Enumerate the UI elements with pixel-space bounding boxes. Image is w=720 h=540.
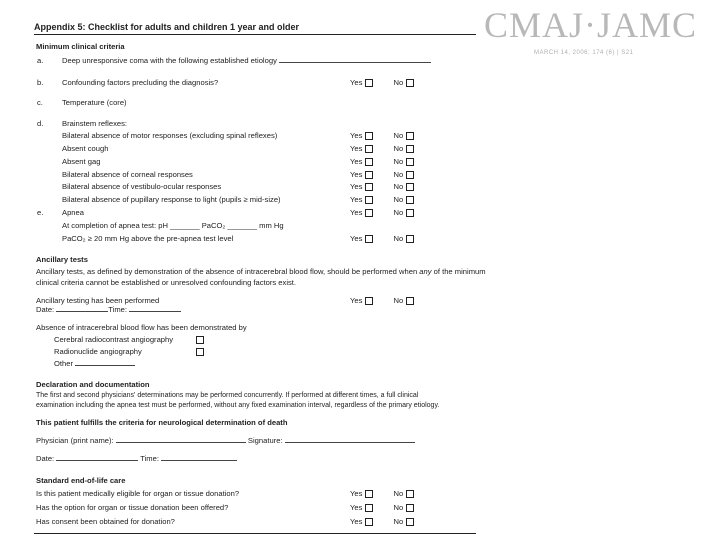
checkbox-no[interactable] bbox=[406, 183, 414, 191]
declaration-text-2: examination including the apnea test must be performed, without any fixed examination interval, regardless of the primary etiology. bbox=[36, 402, 440, 409]
reflex-cough-yes-no: Yes No bbox=[350, 144, 414, 153]
reflex-corneal: Bilateral absence of corneal responses bbox=[62, 170, 193, 179]
ancillary-text-2: clinical criteria cannot be established or unresolved confounding factors exist. bbox=[36, 278, 297, 287]
checkbox-no[interactable] bbox=[406, 79, 414, 87]
reflex-gag-yes-no: Yes No bbox=[350, 157, 414, 166]
eol-consent-yes-no: Yes No bbox=[350, 517, 414, 526]
minimum-criteria-heading: Minimum clinical criteria bbox=[36, 42, 125, 51]
physician-name-field[interactable] bbox=[116, 436, 246, 443]
checkbox-yes[interactable] bbox=[365, 490, 373, 498]
eol-offered-yes-no: Yes No bbox=[350, 503, 414, 512]
checkbox-no[interactable] bbox=[406, 297, 414, 305]
apnea-paco2-yes-no: Yes No bbox=[350, 234, 414, 243]
reflex-gag: Absent gag bbox=[62, 157, 101, 166]
checkbox-no[interactable] bbox=[406, 132, 414, 140]
checkbox-yes[interactable] bbox=[365, 171, 373, 179]
other-field[interactable] bbox=[75, 359, 135, 366]
checkbox-yes[interactable] bbox=[365, 145, 373, 153]
item-a-letter: a. bbox=[37, 56, 44, 65]
signature-field[interactable] bbox=[285, 436, 415, 443]
eol-eligible-yes-no: Yes No bbox=[350, 489, 414, 498]
declaration-date-time: Date: Time: bbox=[36, 454, 237, 463]
checkbox-yes[interactable] bbox=[365, 518, 373, 526]
eol-question-consent: Has consent been obtained for donation? bbox=[36, 517, 175, 526]
checkbox-yes[interactable] bbox=[365, 158, 373, 166]
checkbox-no[interactable] bbox=[406, 490, 414, 498]
page-title: Appendix 5: Checklist for adults and children 1 year and older bbox=[34, 22, 300, 32]
physician-line: Physician (print name): Signature: bbox=[36, 436, 415, 445]
declaration-time-field[interactable] bbox=[161, 454, 237, 461]
checkbox-yes[interactable] bbox=[365, 196, 373, 204]
item-d-letter: d. bbox=[37, 119, 44, 128]
eol-question-offered: Has the option for organ or tissue donation been offered? bbox=[36, 503, 229, 512]
item-e-letter: e. bbox=[37, 208, 44, 217]
checkbox-no[interactable] bbox=[406, 209, 414, 217]
item-c-text: Temperature (core) bbox=[62, 98, 127, 107]
journal-logo: CMAJ·JAMC bbox=[484, 5, 698, 45]
item-c-letter: c. bbox=[37, 98, 43, 107]
method-angiography: Cerebral radiocontrast angiography bbox=[54, 335, 174, 344]
declaration-date-field[interactable] bbox=[56, 454, 138, 461]
checkbox-yes[interactable] bbox=[365, 132, 373, 140]
reflex-pupillary-yes-no: Yes No bbox=[350, 195, 414, 204]
eol-question-eligible: Is this patient medically eligible for organ or tissue donation? bbox=[36, 489, 240, 498]
checkbox-no[interactable] bbox=[406, 158, 414, 166]
ancillary-date-time: Date: Time: bbox=[36, 305, 181, 314]
reflex-vestibulo-ocular-yes-no: Yes No bbox=[350, 182, 414, 191]
title-rule bbox=[34, 34, 476, 35]
checkbox-yes[interactable] bbox=[365, 183, 373, 191]
declaration-text-1: The first and second physicians' determinations may be performed concurrently. If performed at different times, a full clinical bbox=[36, 392, 419, 399]
checkbox-angiography[interactable] bbox=[196, 336, 204, 344]
checkbox-yes[interactable] bbox=[365, 209, 373, 217]
ancillary-performed-yes-no: Yes No bbox=[350, 296, 414, 305]
apnea-yes-no: Yes No bbox=[350, 208, 414, 217]
item-d-text: Brainstem reflexes: bbox=[62, 119, 127, 128]
checkbox-no[interactable] bbox=[406, 196, 414, 204]
reflex-vestibulo-ocular: Bilateral absence of vestibulo-ocular responses bbox=[62, 182, 222, 191]
item-b-text: Confounding factors precluding the diagnosis? bbox=[62, 78, 219, 87]
ancillary-text-1: Ancillary tests, as defined by demonstration of the absence of intracerebral blood flow, should be performed when any of the minimum bbox=[36, 267, 486, 276]
reflex-motor-yes-no: Yes No bbox=[350, 131, 414, 140]
bottom-rule bbox=[34, 533, 476, 534]
checkbox-yes[interactable] bbox=[365, 297, 373, 305]
checkbox-no[interactable] bbox=[406, 235, 414, 243]
item-b-letter: b. bbox=[37, 78, 44, 87]
reflex-cough: Absent cough bbox=[62, 144, 109, 153]
apnea-paco2-rise: PaCO₂ ≥ 20 mm Hg above the pre-apnea test level bbox=[62, 234, 234, 243]
checkbox-no[interactable] bbox=[406, 171, 414, 179]
checkbox-no[interactable] bbox=[406, 518, 414, 526]
ancillary-performed: Ancillary testing has been performed bbox=[36, 296, 160, 305]
apnea-ph-paco2: At completion of apnea test: pH _______ PaCO₂ _______ mm Hg bbox=[62, 221, 284, 230]
time-field[interactable] bbox=[129, 305, 181, 312]
declaration-heading: Declaration and documentation bbox=[36, 380, 150, 389]
reflex-motor: Bilateral absence of motor responses (excluding spinal reflexes) bbox=[62, 131, 278, 140]
ancillary-absence: Absence of intracerebral blood flow has been demonstrated by bbox=[36, 323, 247, 332]
item-e-text: Apnea bbox=[62, 208, 84, 217]
ancillary-heading: Ancillary tests bbox=[36, 255, 88, 264]
reflex-corneal-yes-no: Yes No bbox=[350, 170, 414, 179]
checkbox-yes[interactable] bbox=[365, 504, 373, 512]
checkbox-no[interactable] bbox=[406, 145, 414, 153]
issue-info: MARCH 14, 2006; 174 (6) | S21 bbox=[534, 50, 634, 56]
date-field[interactable] bbox=[56, 305, 108, 312]
checkbox-no[interactable] bbox=[406, 504, 414, 512]
checkbox-radionuclide[interactable] bbox=[196, 348, 204, 356]
fulfills-criteria: This patient fulfills the criteria for neurological determination of death bbox=[36, 418, 288, 427]
checkbox-yes[interactable] bbox=[365, 235, 373, 243]
method-radionuclide: Radionuclide angiography bbox=[54, 347, 142, 356]
reflex-pupillary: Bilateral absence of pupillary response to light (pupils ≥ mid-size) bbox=[62, 195, 281, 204]
item-b-yes-no: Yes No bbox=[350, 78, 414, 87]
item-a-text: Deep unresponsive coma with the following established etiology bbox=[62, 56, 431, 65]
eol-heading: Standard end-of-life care bbox=[36, 476, 126, 485]
checkbox-yes[interactable] bbox=[365, 79, 373, 87]
method-other: Other bbox=[54, 359, 135, 368]
